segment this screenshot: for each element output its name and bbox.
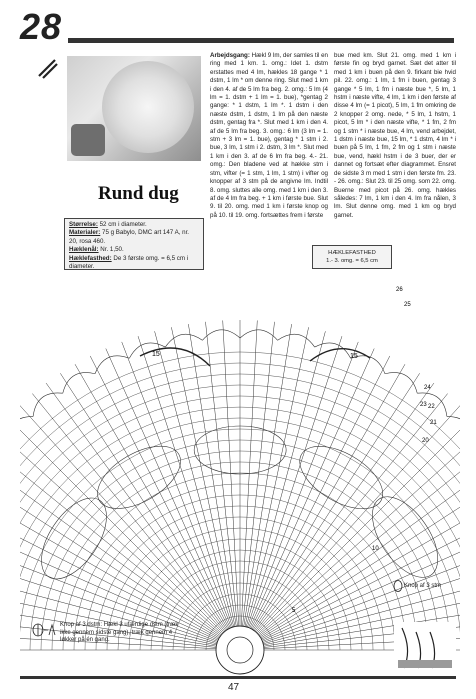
instructions-text-1: Hækl 9 lm, der samles til en ring med 1 km. 1. omg.: Idet 1. dstm erstattes med 4 lm, hækles 18 gange * 1 dstm, 1 lm * om denne ring. Slut med 1 km i den 4. af de 5 lm fra beg. 2. omg.: 5 lm (4 lm = 1. dstm + 1 lm = 1. bue), *gentag 2 gange: * 1 dstm, 1 lm *. 1 dstm i den næste dstm, 1 dstm, 1 lm på den næste dstm, gentag fra *. Slut med 1 km i den 4. af de 5 lm fra beg. 3. omg.: 6 lm (3 lm = 1. stm + 3 lm = 1. bue), gentag * 1 stm i 2. bue, 3 lm, 1 stm i 2. dstm, 3 lm *. Slut med 1 km i den 3. af de 6 lm fra beg. 4.- 21. omg.: Den bladene ved at hække stm i stm, vifter (= 1 stm, 1 lm, 1 stm) i vifter og knopper af 3 stm på de angivne lm. Indtil 8. omg. sluttes alle omg. med 1 km i den 3. af de 4 lm fra beg. + 1 km i første bue. Slut 9. til 20. omg. med 1 km i første knop og på 10. til 19. omg. fortsættes frem i første xyxy=(210,52,328,219)
knop-stm-legend: Knop af 3 stm xyxy=(404,583,442,589)
chart-spoke xyxy=(261,500,460,639)
pattern-title: Rund dug xyxy=(98,183,179,204)
footer-rule xyxy=(20,676,456,679)
crochet-chart xyxy=(20,266,460,676)
row-label-25: 25 xyxy=(404,302,411,308)
instructions-column-1 xyxy=(210,52,328,220)
materials-label: Materialer: xyxy=(69,229,101,237)
instructions-heading: Arbejdsgang: xyxy=(210,52,250,59)
knop-dstm-symbol-icon xyxy=(32,623,58,637)
row-label-right-15: 15 xyxy=(350,353,358,360)
header-rule xyxy=(68,38,454,43)
chart-picot-loop xyxy=(165,334,202,347)
materials-box xyxy=(64,218,204,270)
start-arrow-right xyxy=(310,349,370,361)
size-value: 52 cm i diameter. xyxy=(97,221,147,228)
chart-spoke xyxy=(259,456,460,636)
gauge-value: De 3 første omg. = 6,5 cm i diameter. xyxy=(69,254,189,271)
instructions-column-2 xyxy=(334,52,456,220)
chart-picot-loop xyxy=(20,416,33,443)
page-footer-number: 47 xyxy=(228,682,240,693)
hook-label: Hæklenål: xyxy=(69,246,99,254)
doily-photo xyxy=(67,56,201,161)
chart-picot-loop xyxy=(202,330,240,340)
gauge-label: Hæklefasthed: xyxy=(69,254,112,262)
chart-spoke xyxy=(20,500,219,639)
page-number: 28 xyxy=(20,6,63,47)
instructions-text-2: bue med km. Slut 21. omg. med 1 km i første fin og bryd garnet. Sæt det atter til med 1 km i buen på den 9. firkant bie hvid pil. 22. omg.: 1 lm, 1 fm i buen, gentag 3 gange * 5 lm, 1 fm i næste bue *, 5 lm, 1 hstm i næste vifte, 4 lm, 1 km i den første af disse 4 lm (= 1 picot), 5 lm, 1 fm omkring de 2 knopper 2 omg. nede, * 5 lm, 1 hstm, 1 picot, 5 lm * i den næste vifte, * 1 fm, 2 fm og 1 stm * i næste bue, 4 lm, vend arbejdet, 1 dstm i næste bue, 15 lm, * 1 dstm, 4 lm * i buen på 5 lm, 1 fm, 2 fm og 1 stm i næste bue, vend, hækl hstm i de 3 buer, der er dannet og fortsæt efter diagrammet. Ensret de sidste 3 m med 1 stm i den første fm. 23. - 26. omg.: Slut 23. til 25 omg. som 22. omg. Buerne med picot på 26. omg. hækles således: 7 lm, 1 km i den 4. lm fra nålen, 3 lm. Slut denne omg. med 1 km og bryd garnet. xyxy=(334,52,456,219)
photo-doily xyxy=(102,61,194,153)
stitch-photo-icon xyxy=(394,622,456,674)
row-label-23: 23 xyxy=(420,402,427,408)
chart-picot-loop xyxy=(278,334,315,347)
chart-petal xyxy=(289,434,393,522)
chart-spoke xyxy=(256,405,460,632)
row-label-20: 20 xyxy=(422,438,429,444)
chart-spoke xyxy=(261,485,460,638)
chart-petal xyxy=(28,487,119,590)
center-ring xyxy=(216,626,264,674)
hook-icon xyxy=(36,57,58,79)
materials-value: 75 g Babylo, DMC art 147 A, nr. 20, rosa 460. xyxy=(69,229,190,245)
row-label-21: 21 xyxy=(430,420,437,426)
gauge-legend-title: HÆKLEFASTHED xyxy=(328,250,376,256)
knop-dstm-legend: Knop af 3 dstm: Hækl 3 ufærdige dstm (træk ikke gennem sidste gang), træk gennem 4 løkker på én gang. xyxy=(60,622,179,643)
chart-picot-loop xyxy=(95,356,129,374)
chart-spoke xyxy=(20,405,224,632)
chart-spoke xyxy=(20,456,221,636)
hook-value: Nr. 1,50. xyxy=(98,246,124,254)
row-label-26: 26 xyxy=(396,287,403,293)
start-arrow-left xyxy=(140,348,210,366)
row-label-24: 24 xyxy=(424,385,431,391)
chart-picot-loop xyxy=(447,416,460,443)
chart-petal xyxy=(87,433,191,521)
chart-picot-loop xyxy=(240,330,278,340)
row-label-left-15: 15 xyxy=(152,351,160,358)
inner-ring xyxy=(227,637,253,663)
knop-stm-symbol-icon xyxy=(392,580,404,592)
gauge-legend-value: 1.- 3. omg. = 6,5 cm xyxy=(326,258,378,264)
chart-spoke xyxy=(20,485,219,638)
row-label-22: 22 xyxy=(428,404,435,410)
row-label-5: 5 xyxy=(292,608,296,614)
size-label: Størrelse: xyxy=(69,221,98,228)
photo-cup xyxy=(71,124,105,156)
row-label-10: 10 xyxy=(372,546,379,552)
